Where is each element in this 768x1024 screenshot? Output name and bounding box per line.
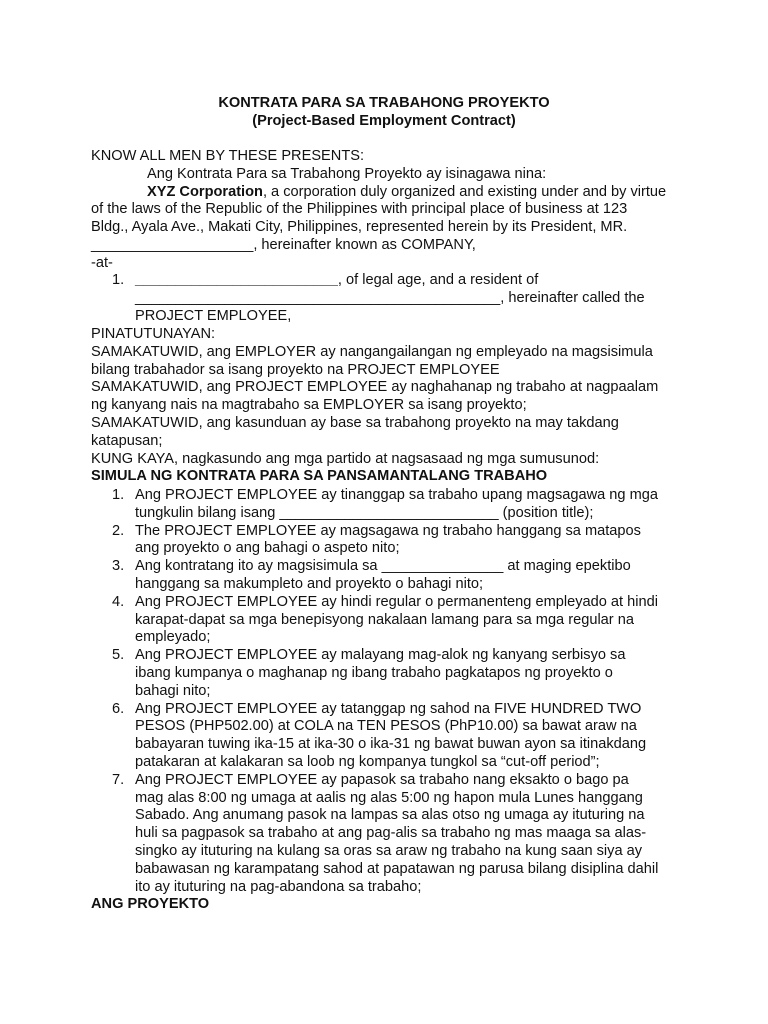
terms-list [91, 487, 691, 914]
party-name-blank: _________________________ [135, 272, 338, 288]
recital-1a: SAMAKATUWID, ang EMPLOYER ay nangangailangan ng empleyado na magsisimula [91, 343, 653, 360]
party-line-1-rest: , of legal age, and a resident of [337, 272, 539, 288]
list-item-number: 2. [112, 522, 125, 539]
list-item-line: ibang kumpanya o maghanap ng ibang trabaho pagkatapos ng proyekto o [135, 664, 613, 681]
recital-2b: ng kanyang nais na magtrabaho sa EMPLOYER sa isang proyekto; [91, 397, 527, 414]
intro-line-2 [91, 184, 691, 202]
list-item-line: babayaran tuwing ika-15 at ika-30 o ika-31 ng bawat buwan ayon sa itinakdang [135, 736, 647, 753]
list-item-line: ang proyekto o ang bahagi o aspeto nito; [135, 540, 400, 557]
section-heading-simula: SIMULA NG KONTRATA PARA SA PANSAMANTALANG TRABAHO [91, 468, 548, 485]
list-item-line: Sabado. Ang anumang pasok na lampas sa alas otso ng umaga ay ituturing na [135, 807, 645, 824]
recital-3a: SAMAKATUWID, ang kasunduan ay base sa trabahong proyekto na may takdang [91, 414, 619, 431]
section-heading-proyekto: ANG PROYEKTO [91, 896, 210, 913]
list-item-number: 3. [112, 558, 125, 575]
list-item-line: patakaran at kalakaran sa loob ng kompanya tungkol sa “cut-off period”; [135, 753, 600, 770]
list-item [91, 523, 691, 559]
recital-4: KUNG KAYA, nagkasundo ang mga partido at nagsasaad ng mga sumusunod: [91, 450, 600, 467]
list-item-line: singko ay ituturing na kulang sa oras sa araw ng trabaho na kung saan siya ay [135, 842, 643, 859]
list-item-line: huli sa pagpasok sa trabaho at ang pag-alis sa trabaho ng mas maaga sa alas- [135, 825, 647, 842]
recitals-section [91, 326, 691, 486]
list-item [91, 701, 691, 772]
party-line-1 [135, 272, 691, 290]
party-line-3: PROJECT EMPLOYEE, [135, 307, 292, 324]
recital-3b: katapusan; [91, 432, 163, 449]
document-subtitle: (Project-Based Employment Contract) [252, 113, 516, 129]
intro-line-3: of the laws of the Republic of the Philippines with principal place of business at 123 [91, 201, 628, 218]
list-item-line: Ang PROJECT EMPLOYEE ay hindi regular o permanenteng empleyado at hindi [135, 593, 658, 610]
company-name: XYZ Corporation [147, 183, 263, 200]
at-separator: -at- [91, 254, 113, 271]
party-item [91, 272, 691, 325]
list-item-line: Ang PROJECT EMPLOYEE ay malayang mag-alok ng kanyang serbisyo sa [135, 647, 626, 664]
party-line-2: _____________________________________________, hereinafter called the [135, 289, 645, 306]
list-item-line: hanggang sa makumpleto and proyekto o bahagi nito; [135, 575, 484, 592]
list-item-line: tungkulin bilang isang ___________________________ (position title); [135, 504, 594, 521]
list-item-line: Ang PROJECT EMPLOYEE ay tatanggap ng sahod na FIVE HUNDRED TWO [135, 700, 642, 717]
list-item-line: Ang kontratang ito ay magsisimula sa _______________ at maging epektibo [135, 558, 631, 575]
list-item-line: mag alas 8:00 ng umaga at aalis ng alas 5:00 ng hapon mula Lunes hanggang [135, 789, 643, 806]
intro-section [91, 148, 691, 273]
list-item-line: karapat-dapat sa mga benepisyong nakalaan lamang para sa mga regular na [135, 611, 634, 628]
list-item-line: bahagi nito; [135, 682, 211, 699]
intro-line-5: ____________________, hereinafter known as COMPANY, [91, 236, 476, 253]
party-section [91, 272, 691, 325]
intro-line-1: Ang Kontrata Para sa Trabahong Proyekto ay isinagawa nina: [147, 165, 547, 182]
list-item [91, 558, 691, 594]
pinatutunayan-line: PINATUTUNAYAN: [91, 326, 216, 342]
list-item [91, 772, 691, 897]
list-item-line: Ang PROJECT EMPLOYEE ay tinanggap sa trabaho upang magsagawa ng mga [135, 487, 658, 503]
intro-line-4: Bldg., Ayala Ave., Makati City, Philippines, represented herein by its President, MR. [91, 219, 628, 236]
list-item-line: The PROJECT EMPLOYEE ay magsagawa ng trabaho hanggang sa matapos [135, 522, 641, 539]
list-item-line: empleyado; [135, 629, 211, 646]
list-item-line: PESOS (PHP502.00) at COLA na TEN PESOS (PhP10.00) sa bawat araw na [135, 718, 637, 735]
list-item [91, 594, 691, 647]
list-item-line: babawasan ng karampatang sahod at papatawan ng parusa bilang disiplina dahil [135, 860, 659, 877]
list-item-number: 5. [112, 647, 125, 664]
list-item [91, 647, 691, 700]
party-number: 1. [112, 272, 125, 288]
document-title: KONTRATA PARA SA TRABAHONG PROYEKTO [218, 95, 550, 111]
list-item-number: 1. [112, 487, 125, 503]
recital-1b: bilang trabahador sa isang proyekto na PROJECT EMPLOYEE [91, 361, 500, 378]
list-item-number: 7. [112, 771, 125, 788]
list-item [91, 487, 691, 523]
list-item-number: 4. [112, 593, 125, 610]
know-all-line: KNOW ALL MEN BY THESE PRESENTS: [91, 148, 365, 164]
list-item-line: Ang PROJECT EMPLOYEE ay papasok sa trabaho nang eksakto o bago pa [135, 771, 629, 788]
intro-line-2-rest: , a corporation duly organized and existing under and by virtue [262, 183, 667, 200]
list-item-line: ito ay ituturing na pag-abandona sa trabaho; [135, 878, 422, 895]
recital-2a: SAMAKATUWID, ang PROJECT EMPLOYEE ay naghahanap ng trabaho at nagpaalam [91, 379, 659, 396]
list-item-number: 6. [112, 700, 125, 717]
